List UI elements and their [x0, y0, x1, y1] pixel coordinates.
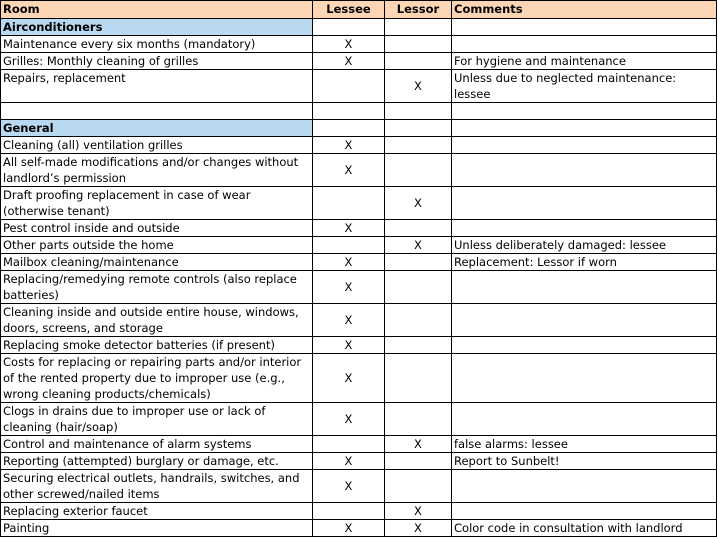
comment: [452, 503, 717, 520]
spacer-row: [1, 103, 717, 120]
table-row: [1, 53, 717, 70]
item-text: Replacing/remedying remote controls (also replace batteries): [1, 271, 313, 304]
item-text: Painting: [1, 520, 313, 537]
lessor-mark: [385, 137, 452, 154]
header-comments: Comments: [452, 1, 717, 19]
lessee-mark: X: [313, 254, 385, 271]
comment: [452, 36, 717, 53]
lessor-mark: [385, 403, 452, 436]
lessee-mark: [313, 237, 385, 254]
lessor-mark: X: [385, 70, 452, 103]
comment: [452, 187, 717, 220]
table-row: [1, 470, 717, 503]
lessee-mark: X: [313, 354, 385, 403]
empty-cell: [385, 103, 452, 120]
comment: [452, 220, 717, 237]
item-text: Control and maintenance of alarm systems: [1, 436, 313, 453]
lessee-mark: X: [313, 337, 385, 354]
table-row: [1, 403, 717, 436]
item-text: Securing electrical outlets, handrails, switches, and other screwed/nailed items: [1, 470, 313, 503]
lessor-mark: X: [385, 237, 452, 254]
item-text: Cleaning inside and outside entire house, windows, doors, screens, and storage: [1, 304, 313, 337]
comment: [452, 354, 717, 403]
item-text: Replacing exterior faucet: [1, 503, 313, 520]
table-row: [1, 304, 717, 337]
lessor-mark: [385, 220, 452, 237]
empty-cell: [313, 120, 385, 137]
comment: Unless deliberately damaged: lessee: [452, 237, 717, 254]
item-text: Pest control inside and outside: [1, 220, 313, 237]
comment: Report to Sunbelt!: [452, 453, 717, 470]
lessor-mark: X: [385, 436, 452, 453]
lessor-mark: [385, 453, 452, 470]
table-row: [1, 503, 717, 520]
table-row: [1, 137, 717, 154]
lessee-mark: X: [313, 53, 385, 70]
item-text: Repairs, replacement: [1, 70, 313, 103]
item-text: Clogs in drains due to improper use or lack of cleaning (hair/soap): [1, 403, 313, 436]
lessee-mark: X: [313, 220, 385, 237]
table-row: [1, 220, 717, 237]
comment: [452, 403, 717, 436]
lessor-mark: [385, 36, 452, 53]
item-text: Reporting (attempted) burglary or damage, etc.: [1, 453, 313, 470]
lessor-mark: X: [385, 503, 452, 520]
section-title: General: [1, 120, 313, 137]
lessee-mark: [313, 70, 385, 103]
table-row: [1, 237, 717, 254]
item-text: Maintenance every six months (mandatory): [1, 36, 313, 53]
item-text: Draft proofing replacement in case of wear (otherwise tenant): [1, 187, 313, 220]
table-row: [1, 254, 717, 271]
item-text: Mailbox cleaning/maintenance: [1, 254, 313, 271]
comment: [452, 337, 717, 354]
comment: [452, 137, 717, 154]
empty-cell: [452, 120, 717, 137]
empty-cell: [313, 19, 385, 36]
comment: false alarms: lessee: [452, 436, 717, 453]
lessor-mark: [385, 354, 452, 403]
lessee-mark: X: [313, 453, 385, 470]
table-row: [1, 187, 717, 220]
empty-cell: [452, 103, 717, 120]
lessee-mark: X: [313, 271, 385, 304]
lessee-mark: [313, 187, 385, 220]
lessor-mark: [385, 53, 452, 70]
lessee-mark: [313, 503, 385, 520]
item-text: Other parts outside the home: [1, 237, 313, 254]
header-lessor: Lessor: [385, 1, 452, 19]
lessee-mark: X: [313, 304, 385, 337]
table-row: [1, 436, 717, 453]
lessor-mark: [385, 304, 452, 337]
item-text: All self-made modifications and/or changes without landlord’s permission: [1, 154, 313, 187]
lessor-mark: [385, 154, 452, 187]
empty-cell: [1, 103, 313, 120]
empty-cell: [313, 103, 385, 120]
item-text: Replacing smoke detector batteries (if present): [1, 337, 313, 354]
lessor-mark: X: [385, 520, 452, 537]
lessee-mark: X: [313, 403, 385, 436]
comment: [452, 271, 717, 304]
table-row: [1, 36, 717, 53]
table-row: [1, 453, 717, 470]
lessor-mark: [385, 254, 452, 271]
comment: [452, 304, 717, 337]
lessee-mark: [313, 436, 385, 453]
header-room: Room: [1, 1, 313, 19]
empty-cell: [452, 19, 717, 36]
lessee-mark: X: [313, 36, 385, 53]
lessor-mark: [385, 337, 452, 354]
section-row: [1, 120, 717, 137]
table-row: [1, 154, 717, 187]
table-row: [1, 337, 717, 354]
table-row: [1, 70, 717, 103]
comment: Color code in consultation with landlord: [452, 520, 717, 537]
table-row: [1, 354, 717, 403]
lessor-mark: [385, 271, 452, 304]
comment: For hygiene and maintenance: [452, 53, 717, 70]
item-text: Cleaning (all) ventilation grilles: [1, 137, 313, 154]
lessee-mark: X: [313, 137, 385, 154]
item-text: Costs for replacing or repairing parts and/or interior of the rented property due to improper use (e.g., wrong cleaning products/chemicals): [1, 354, 313, 403]
comment: Unless due to neglected maintenance: lessee: [452, 70, 717, 103]
lessee-mark: X: [313, 470, 385, 503]
comment: [452, 154, 717, 187]
comment: Replacement: Lessor if worn: [452, 254, 717, 271]
table-row: [1, 271, 717, 304]
empty-cell: [385, 120, 452, 137]
section-title: Airconditioners: [1, 19, 313, 36]
lessee-mark: X: [313, 520, 385, 537]
header-row: [1, 1, 717, 19]
item-text: Grilles: Monthly cleaning of grilles: [1, 53, 313, 70]
lessee-mark: X: [313, 154, 385, 187]
table-row: [1, 520, 717, 537]
section-row: [1, 19, 717, 36]
header-lessee: Lessee: [313, 1, 385, 19]
comment: [452, 470, 717, 503]
lessor-mark: [385, 470, 452, 503]
lessor-mark: X: [385, 187, 452, 220]
empty-cell: [385, 19, 452, 36]
